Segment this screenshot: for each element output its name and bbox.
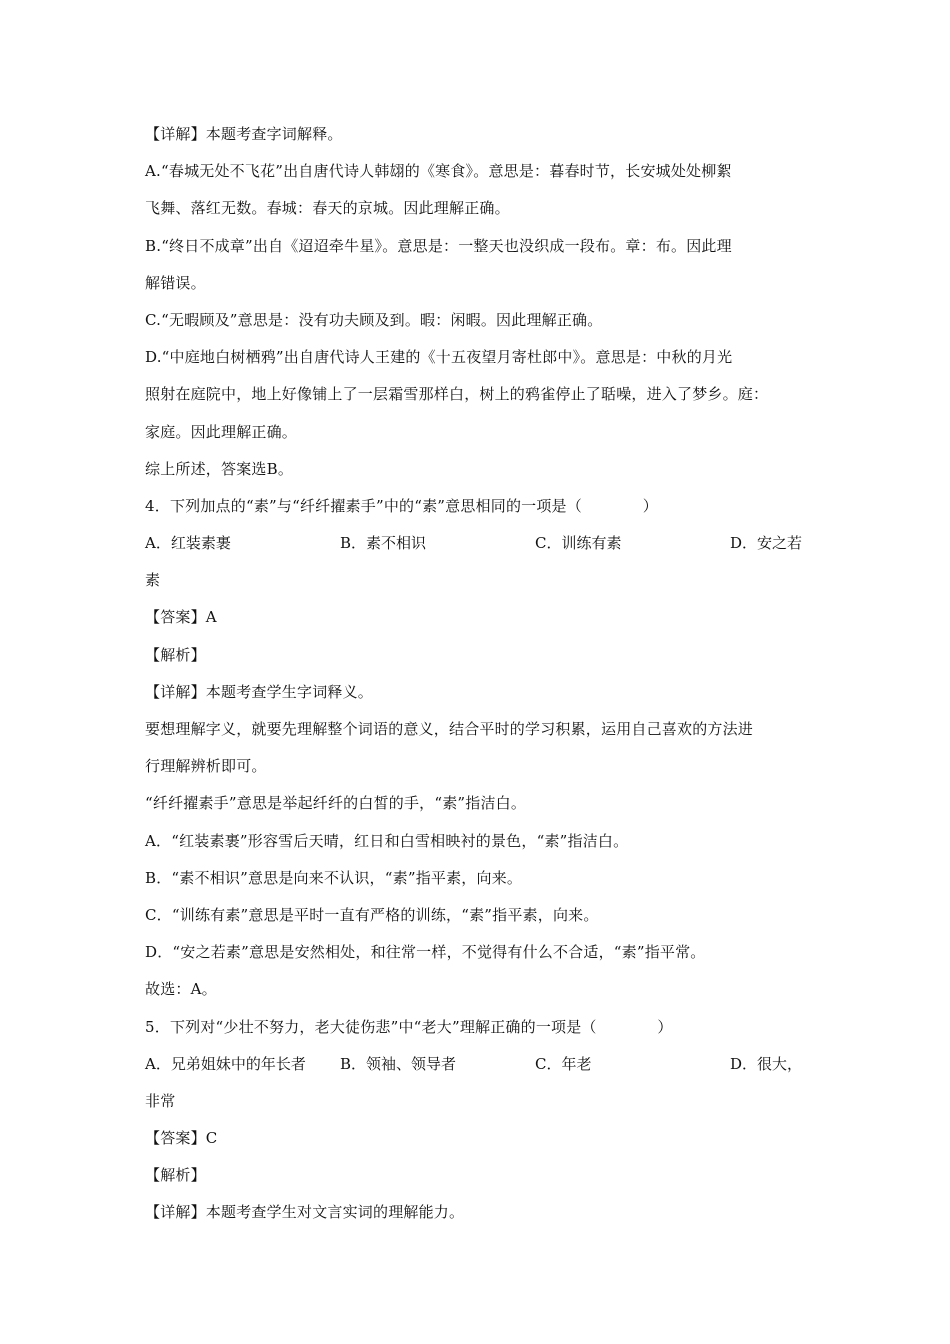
question4-answer: 【答案】A: [145, 608, 217, 627]
question4-option-a: A．红装素裹: [145, 534, 231, 553]
question4-options: [145, 525, 815, 562]
question5-detail: 【详解】本题考查学生对文言实词的理解能力。: [145, 1203, 465, 1222]
question5-option-d: D．很大，: [730, 1054, 803, 1073]
section3-b-line2: 解错误。: [145, 273, 206, 292]
question4-option-d-wrap: 素: [145, 571, 161, 590]
question4-detail: 【详解】本题考查学生字词释义。: [145, 682, 374, 701]
question5-options: [145, 1046, 815, 1083]
question4-stem: 4．下列加点的“素”与“纤纤擢素手”中的“素”意思相同的一项是（ ）: [145, 496, 658, 515]
question4-analysis-heading: 【解析】: [145, 645, 206, 664]
section3-d-line3: 家庭。因此理解正确。: [145, 422, 298, 441]
question5-option-d-wrap: 非常: [145, 1091, 176, 1110]
question5-analysis-heading: 【解析】: [145, 1166, 206, 1185]
question5-stem: 5．下列对“少壮不努力，老大徒伤悲”中“老大”理解正确的一项是（ ）: [145, 1017, 673, 1036]
question4-explain-c: C．“训练有素”意思是平时一直有严格的训练，“素”指平素，向来。: [145, 905, 599, 924]
question4-p2: “纤纤擢素手”意思是举起纤纤的白皙的手，“素”指洁白。: [145, 794, 527, 813]
section3-a-line2: 飞舞、落红无数。春城：春天的京城。因此理解正确。: [145, 199, 510, 218]
question4-explain-a: A．“红装素裹”形容雪后天晴，红日和白雪相映衬的景色，“素”指洁白。: [145, 831, 629, 850]
section3-c-line1: C.“无暇顾及”意思是：没有功夫顾及到。暇：闲暇。因此理解正确。: [145, 310, 603, 329]
question4-p1-line2: 行理解辨析即可。: [145, 757, 267, 776]
section3-a-line1: A.“春城无处不飞花”出自唐代诗人韩翃的《寒食》。意思是：暮春时节，长安城处处柳絮: [145, 162, 732, 181]
question4-conclusion: 故选：A。: [145, 980, 217, 999]
section3-d-line1: D.“中庭地白树栖鸦”出自唐代诗人王建的《十五夜望月寄杜郎中》。意思是：中秋的月光: [145, 348, 733, 367]
page-content: [145, 116, 815, 1232]
question4-p1-line1: 要想理解字义，就要先理解整个词语的意义，结合平时的学习积累，运用自己喜欢的方法进: [145, 720, 754, 738]
question5-answer: 【答案】C: [145, 1129, 218, 1148]
question4-option-c: C．训练有素: [535, 534, 622, 553]
question4-explain-d: D．“安之若素”意思是安然相处，和往常一样，不觉得有什么不合适，“素”指平常。: [145, 943, 706, 962]
question5-option-a: A．兄弟姐妹中的年长者: [145, 1054, 306, 1073]
question5-option-b: B．领袖、领导者: [340, 1054, 457, 1073]
section3-detail: 【详解】本题考查字词解释。: [145, 125, 343, 143]
section3-summary: 综上所述，答案选B。: [145, 459, 294, 478]
section3-b-line1: B.“终日不成章”出自《迢迢牵牛星》。意思是：一整天也没织成一段布。章：布。因此理: [145, 236, 732, 255]
question4-option-b: B．素不相识: [340, 534, 427, 553]
question4-option-d: D．安之若: [730, 534, 803, 553]
question4-explain-b: B．“素不相识”意思是向来不认识，“素”指平素，向来。: [145, 868, 523, 887]
section3-d-line2: 照射在庭院中，地上好像铺上了一层霜雪那样白，树上的鸦雀停止了聒噪，进入了梦乡。庭：: [145, 385, 769, 404]
question5-option-c: C．年老: [535, 1054, 592, 1073]
